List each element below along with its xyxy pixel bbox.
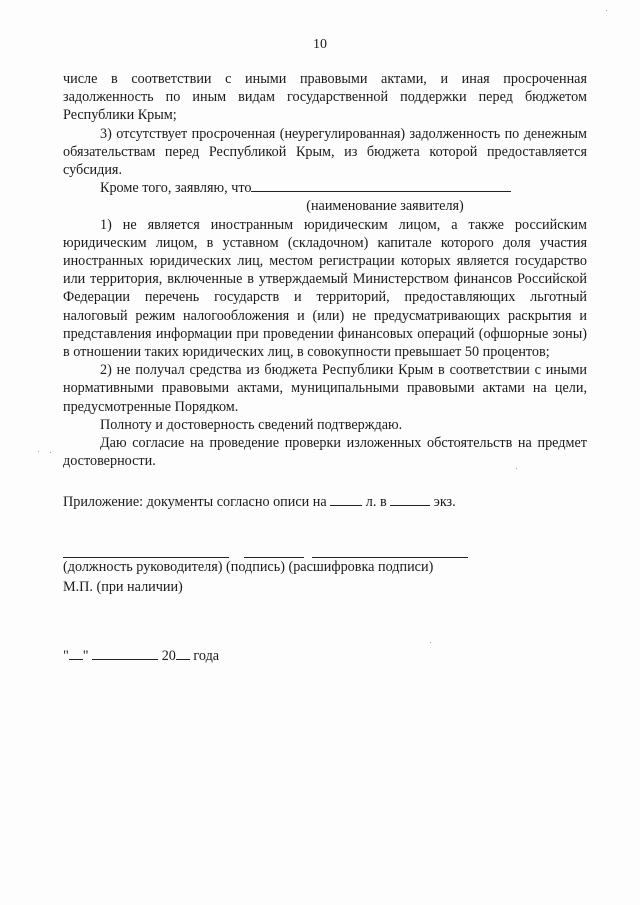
year-suffix: года [193, 648, 220, 664]
paragraph-item-3: 3) отсутствует просроченная (неурегулированная) задолженность по денежным обязательствам перед Республикой Крым, из бюджета которой предоставляется субсидия. [63, 125, 587, 179]
appendix-prefix: Приложение: документы согласно описи на [63, 494, 327, 510]
scan-speck [50, 452, 51, 453]
sheets-count-field [330, 493, 362, 506]
paragraph-consent: Даю согласие на проведение проверки изложенных обстоятельств на предмет достоверности. [63, 435, 587, 470]
paragraph-item-1: 1) не является иностранным юридическим лицом, а также российским юридическим лицом, в уставном (складочном) капитале которого доля участия иностранных юридических лиц, местом регистрации которых является государство или территория, включенные в утверждаемый Министерством финансов Российской Федерации перечень государств и территорий, предоставляющих льготный налоговый режим налогообложения и (или) не предусматривающих раскрытия и представления информации при проведении финансовых операций (офшорные зоны) в отношении таких юридических лиц, в совокупности превышает 50 процентов; [63, 216, 587, 361]
appendix-line [63, 493, 456, 511]
year-prefix: 20 [161, 648, 176, 664]
paragraph-confirmation: Полноту и достоверность сведений подтверждаю. [100, 416, 403, 433]
day-field [69, 647, 83, 660]
signature-line [244, 557, 304, 558]
month-field [92, 647, 158, 660]
date-close-quote: " [82, 648, 89, 664]
date-line [63, 647, 219, 665]
position-signature-line [63, 557, 229, 558]
scan-speck [516, 468, 517, 469]
scan-speck [38, 451, 39, 452]
document-body [63, 70, 587, 470]
copies-count-field [390, 493, 430, 506]
applicant-name-caption: (наименование заявителя) [306, 198, 464, 215]
appendix-middle: л. в [365, 494, 387, 510]
scan-speck [606, 10, 607, 11]
stamp-label: М.П. (при наличии) [63, 579, 183, 595]
year-field [176, 647, 190, 660]
signature-labels: (должность руководителя) (подпись) (расшифровка подписи) [63, 559, 434, 575]
applicant-name-field [251, 179, 511, 192]
appendix-suffix: экз. [433, 494, 456, 510]
paragraph-declaration [63, 179, 587, 197]
declaration-prefix: Кроме того, заявляю, что [100, 180, 252, 197]
date-open-quote: " [63, 648, 69, 664]
paragraph-continuation: числе в соответствии с иными правовыми актами, и иная просроченная задолженность по иным видам государственной поддержки перед бюджетом Республики Крым; [63, 71, 587, 124]
paragraph-item-2: 2) не получал средства из бюджета Республики Крым в соответствии с иными нормативными правовыми актами, муниципальными правовыми актами на цели, предусмотренные Порядком. [63, 362, 587, 415]
scan-speck [430, 642, 431, 643]
signature-decoding-line [312, 557, 468, 558]
page-number: 10 [313, 37, 327, 52]
